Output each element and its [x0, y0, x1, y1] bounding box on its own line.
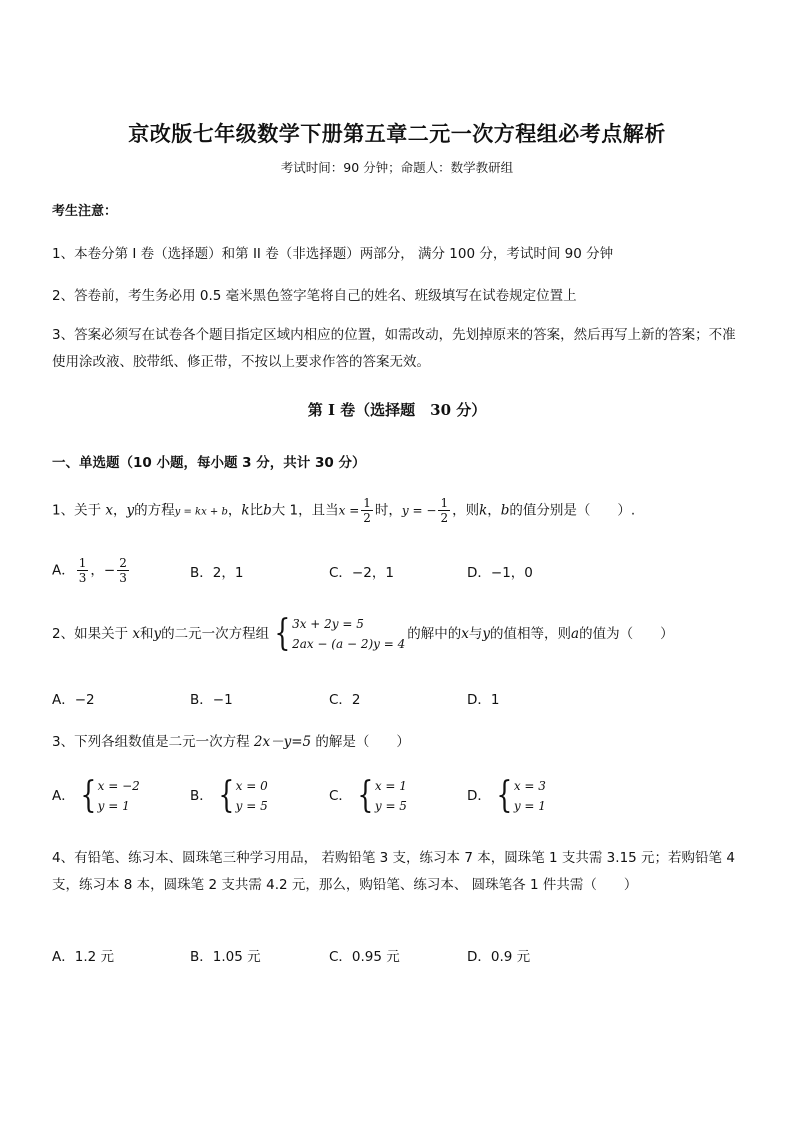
note-item-3: 3、答案必须写在试卷各个题目指定区域内相应的位置，如需改动，先划掉原来的答案，然后再写上新的答案；不准使用涂改液、胶带纸、修正带，不按以上要求作答的答案无效。	[52, 327, 736, 370]
q2-option-c[interactable]: C．2	[329, 692, 361, 708]
question-3: 3、下列各组数值是二元一次方程 2x－y=5 的解是（ ）	[52, 734, 410, 750]
brace-icon: {	[274, 613, 291, 654]
part-title: 一、单选题（10 小题，每小题 3 分，共计 30 分）	[52, 455, 366, 471]
q3-option-a[interactable]: A． { x = −2 y = 1	[52, 775, 140, 816]
q4-option-a[interactable]: A．1.2 元	[52, 949, 114, 965]
brace-icon: {	[80, 775, 97, 816]
exam-info: 考试时间：90 分钟；命题人：数学教研组	[280, 160, 514, 175]
note-item-1: 1、本卷分第 I 卷（选择题）和第 II 卷（非选择题）两部分， 满分 100 分，考试时间 90 分钟	[52, 246, 614, 262]
brace-icon: {	[218, 775, 235, 816]
q1-text: 1、关于	[52, 502, 102, 519]
equation-system: { 3x + 2y = 5 2ax − (a − 2)y = 4	[274, 613, 406, 654]
brace-icon: {	[496, 775, 513, 816]
q4-option-b[interactable]: B．1.05 元	[190, 949, 261, 965]
fraction: $\frac{1}{2}$	[440, 496, 449, 525]
q2-option-d[interactable]: D．1	[467, 692, 500, 708]
page-title: 京改版七年级数学下册第五章二元一次方程组必考点解析	[128, 121, 666, 146]
q3-equation: 2x－y=5	[253, 734, 312, 750]
q4-option-c[interactable]: C．0.95 元	[329, 949, 400, 965]
q1-equation: y = kx + b	[174, 506, 228, 518]
q3-option-b[interactable]: B． { x = 0 y = 5	[190, 775, 268, 816]
q4-option-d[interactable]: D．0.9 元	[467, 949, 531, 965]
brace-icon: {	[357, 775, 374, 816]
q3-option-c[interactable]: C． { x = 1 y = 5	[329, 775, 407, 816]
q1-option-b[interactable]: B．2，1	[190, 565, 244, 581]
note-item-2: 2、答卷前，考生务必用 0.5 毫米黑色签字笔将自己的姓名、班级填写在试卷规定位置上	[52, 288, 577, 304]
q1-option-a[interactable]: A． $\frac{1}{3}$ ，− $\frac{2}{3}$	[52, 556, 127, 585]
q1-option-d[interactable]: D．−1，0	[467, 565, 533, 581]
question-2: 2、如果关于 x和y的二元一次方程组 { 3x + 2y = 5 2ax − (a − 2)y = 4 的解中的x与y的值相等，则a的值为（ ）	[52, 613, 674, 654]
fraction: $\frac{1}{2}$	[363, 496, 371, 525]
question-4: 4、有铅笔、练习本、圆珠笔三种学习用品， 若购铅笔 3 支，练习本 7 本，圆珠笔 1 支共需 3.15 元；若购铅笔 4 支，练习本 8 本，圆珠笔 2 支共需 4.2 元，那么，购铅笔、练习本、 圆珠笔各 1 件共需（ ）	[52, 850, 735, 893]
q3-option-d[interactable]: D． { x = 3 y = 1	[467, 775, 546, 816]
notes-heading: 考生注意：	[52, 204, 118, 219]
q1-option-c[interactable]: C．−2，1	[329, 565, 394, 581]
question-1: 1、关于 x，y的方程y = kx + b，k比b大 1，且当x = $\frac{1}{2}$ 时，y = − $\frac{1}{2}$ ，则k，b的值分别是（ ）.	[52, 496, 636, 525]
q2-option-b[interactable]: B．−1	[190, 692, 233, 708]
q2-option-a[interactable]: A．−2	[52, 692, 95, 708]
section-title: 第 I 卷（选择题 30 分）	[307, 401, 487, 419]
